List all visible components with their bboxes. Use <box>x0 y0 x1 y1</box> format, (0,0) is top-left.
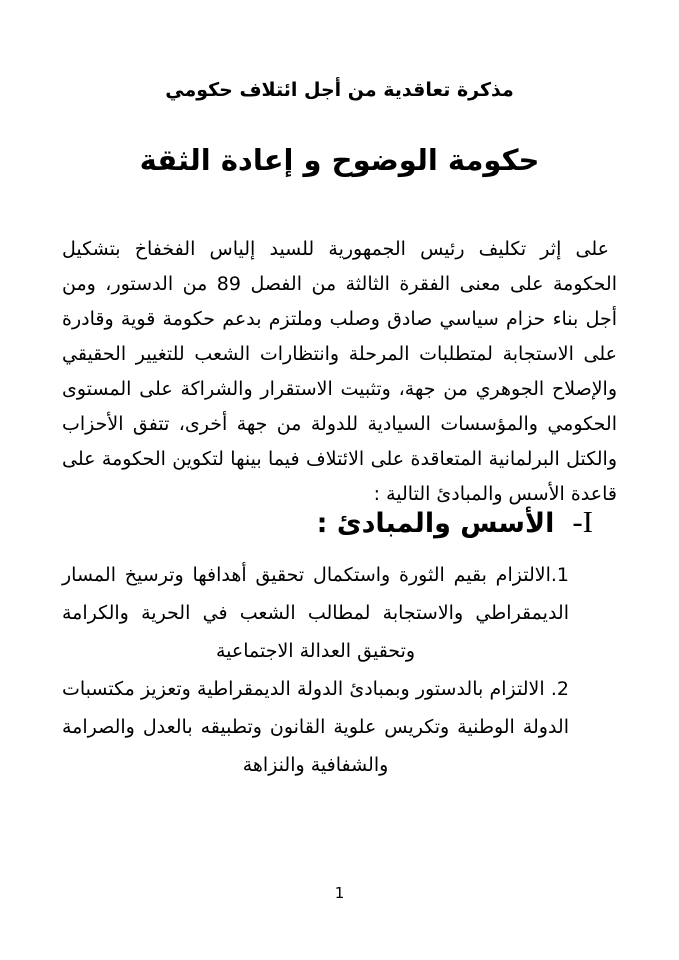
page-number: 1 <box>334 884 345 902</box>
section-numeral: I- <box>572 504 593 539</box>
principles-list <box>62 556 569 784</box>
section-heading <box>317 502 593 544</box>
document-subtitle: مذكرة تعاقدية من أجل ائتلاف حكومي <box>165 79 514 101</box>
section-heading-text: الأسس والمبادئ : <box>316 508 555 539</box>
document-title: حكومة الوضوح و إعادة الثقة <box>139 143 540 177</box>
list-item <box>62 670 569 784</box>
list-item-text: الالتزام بالدستور وبمبادئ الدولة الديمقراطية وتعزيز مكتسبات الدولة الوطنية وتكريس علوية القانون وتطبيقه بالعدل والصرامة والشفافية والنزاهة <box>62 678 569 776</box>
intro-paragraph: على إثر تكليف رئيس الجمهورية للسيد إلياس الفخفاخ بتشكيل الحكومة على معنى الفقرة الثالثة من الفصل 89 من الدستور، ومن أجل بناء حزام سياسي صادق وصلب وملتزم بدعم حكومة قوية وقادرة على الاستجابة لمتطلبات المرحلة وانتظارات الشعب للتغيير الحقيقي والإصلاح الجوهري من جهة، وتثبيت الاستقرار والشراكة على المستوى الحكومي والمؤسسات السيادية للدولة من جهة أخرى، تتفق الأحزاب والكتل البرلمانية المتعاقدة على الائتلاف فيما بينها لتكوين الحكومة على قاعدة الأسس والمبادئ التالية : <box>62 238 617 505</box>
list-item-number: 2. <box>544 678 569 700</box>
list-item <box>62 556 569 670</box>
list-item-number: 1. <box>550 564 569 586</box>
list-item-text: الالتزام بقيم الثورة واستكمال تحقيق أهدافها وترسيخ المسار الديمقراطي والاستجابة لمطالب الشعب في الحرية والكرامة وتحقيق العدالة الاجتماعية <box>62 564 569 662</box>
